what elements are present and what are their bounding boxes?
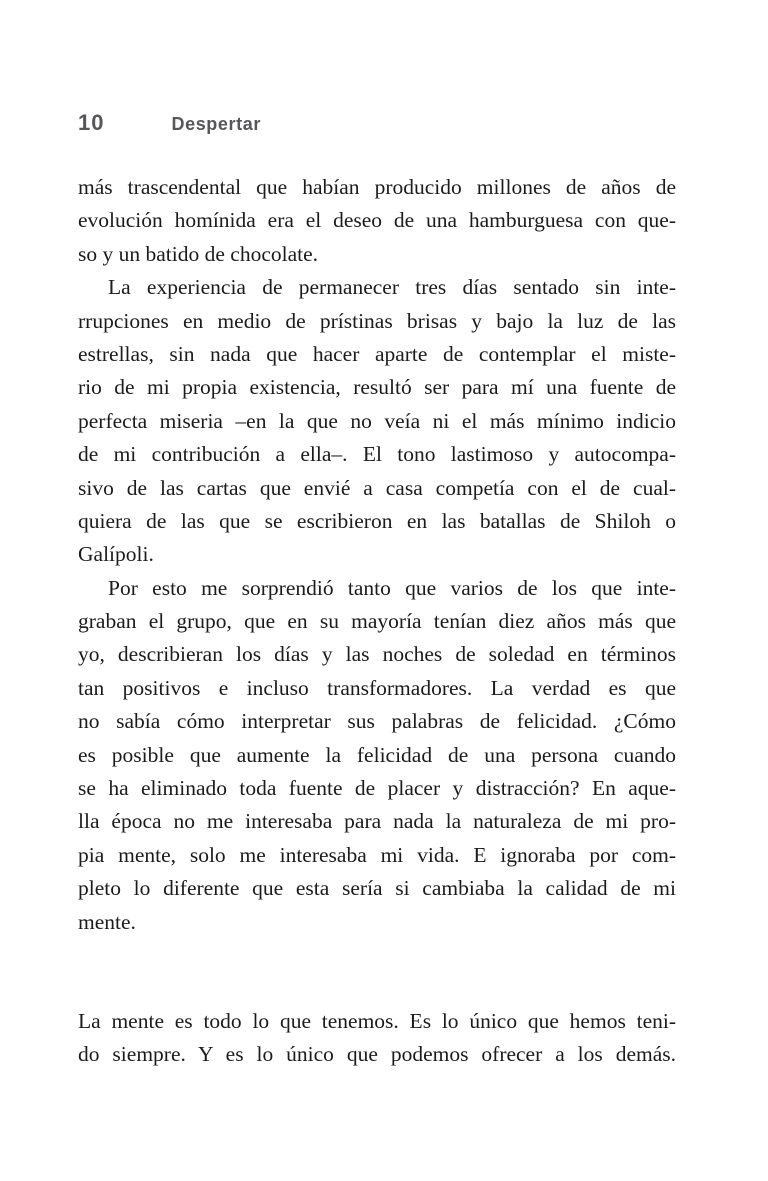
body-text: [78, 171, 676, 1072]
paragraph: [78, 572, 676, 939]
page-number: 10: [78, 110, 105, 135]
text-line: se ha eliminado toda fuente de placer y distracción? En aque-: [78, 776, 676, 801]
text-line: yo, describieran los días y las noches de soledad en términos: [78, 642, 676, 667]
text-line: pia mente, solo me interesaba mi vida. E ignoraba por com-: [78, 842, 676, 867]
text-line: La mente es todo lo que tenemos. Es lo único que hemos teni-: [78, 1008, 676, 1033]
text-line: Galípoli.: [78, 542, 154, 567]
paragraph: [78, 271, 676, 572]
text-line: más trascendental que habían producido millones de años de: [78, 175, 676, 199]
running-header-title: Despertar: [171, 114, 261, 134]
text-line: estrellas, sin nada que hacer aparte de contemplar el miste-: [78, 341, 676, 366]
text-line: tan positivos e incluso transformadores. La verdad es que: [78, 675, 676, 700]
text-line: lla época no me interesaba para nada la naturaleza de mi pro-: [78, 809, 676, 834]
paragraph: [78, 1005, 676, 1072]
text-line: do siempre. Y es lo único que podemos ofrecer a los demás.: [78, 1042, 676, 1067]
text-line: de mi contribución a ella–. El tono lastimoso y autocompa-: [78, 442, 676, 467]
text-line: rio de mi propia existencia, resultó ser para mí una fuente de: [78, 375, 676, 400]
text-line: evolución homínida era el deseo de una hamburguesa con que-: [78, 208, 676, 233]
text-line: mente.: [78, 909, 136, 934]
paragraph: [78, 171, 676, 271]
text-line: La experiencia de permanecer tres días sentado sin inte-: [108, 275, 676, 300]
page-header: [78, 110, 690, 136]
text-line: so y un batido de chocolate.: [78, 241, 319, 266]
text-line: graban el grupo, que en su mayoría tenían diez años más que: [78, 609, 676, 634]
text-line: pleto lo diferente que esta sería si cambiaba la calidad de mi: [78, 876, 676, 901]
text-line: Por esto me sorprendió tanto que varios de los que inte-: [108, 575, 676, 600]
text-line: rrupciones en medio de prístinas brisas y bajo la luz de las: [78, 308, 676, 333]
text-line: perfecta miseria –en la que no veía ni el más mínimo indicio: [78, 408, 676, 433]
text-line: sivo de las cartas que envié a casa competía con el de cual-: [78, 475, 676, 500]
text-line: es posible que aumente la felicidad de una persona cuando: [78, 742, 676, 767]
text-line: quiera de las que se escribieron en las batallas de Shiloh o: [78, 508, 676, 533]
text-line: no sabía cómo interpretar sus palabras de felicidad. ¿Cómo: [78, 709, 676, 734]
